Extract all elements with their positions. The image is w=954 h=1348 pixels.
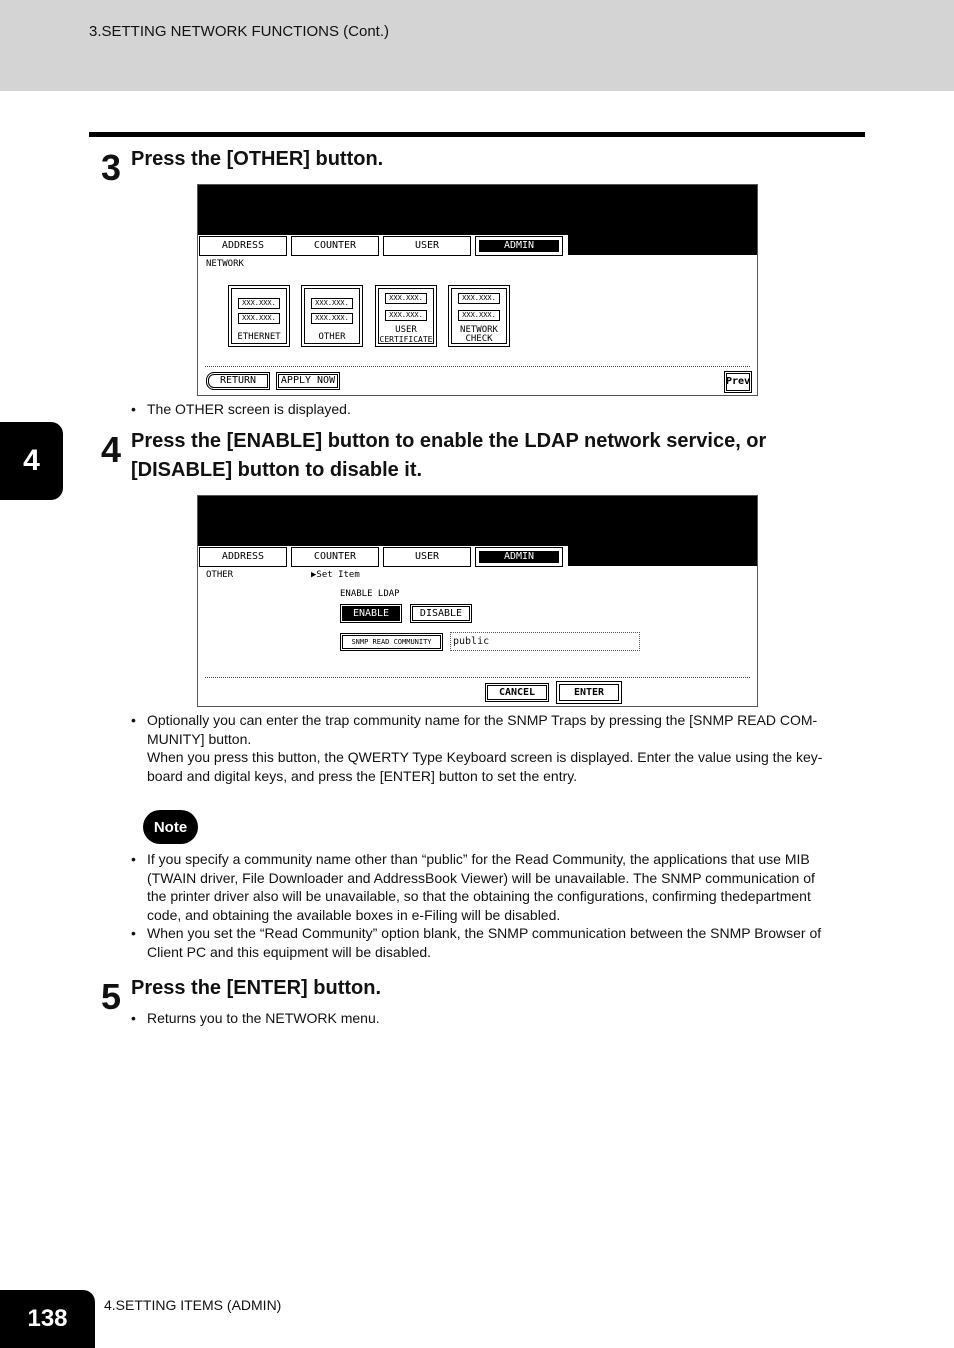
step-title: Press the [ENABLE] button to enable the LDAP network service, or (131, 430, 767, 452)
header-band (0, 0, 954, 91)
step-title-cont: [DISABLE] button to disable it. (131, 459, 423, 481)
note-badge: Note (143, 810, 198, 844)
icon-label: USER (395, 325, 417, 335)
tab-bar (200, 237, 562, 255)
icon-label: OTHER (318, 332, 346, 342)
return-button[interactable]: RETURN (206, 372, 270, 390)
footer-section: 4.SETTING ITEMS (ADMIN) (104, 1297, 282, 1313)
tab-admin[interactable]: ADMIN (476, 548, 562, 566)
bullet-item: • Returns you to the NETWORK menu. (131, 1010, 380, 1026)
snmp-read-community-button[interactable]: SNMP READ COMMUNITY (340, 633, 443, 651)
user-certificate-button[interactable]: XXX.XXX. XXX.XXX. USER CERTIFICATE (375, 285, 437, 347)
screen-section-label: OTHER (206, 570, 234, 580)
tab-counter[interactable]: COUNTER (292, 548, 378, 566)
other-screen (197, 495, 758, 707)
step-title: Press the [ENTER] button. (131, 977, 382, 999)
triangle-right-icon: ▶ (311, 570, 317, 580)
set-item-label: ▶Set Item (311, 570, 360, 580)
step-title: Press the [OTHER] button. (131, 148, 384, 170)
icon-label: NETWORK (460, 325, 498, 335)
tab-address[interactable]: ADDRESS (200, 548, 286, 566)
note-bullet: • When you set the “Read Community” option blank, the SNMP communication between the SNMP Browser of Client PC and this equipment will be disabled. (131, 925, 822, 960)
icon-label: ETHERNET (237, 332, 281, 342)
step-number: 5 (101, 976, 121, 1017)
tab-counter[interactable]: COUNTER (292, 237, 378, 255)
bullet-item: • The OTHER screen is displayed. (131, 401, 351, 417)
tab-admin[interactable]: ADMIN (476, 237, 562, 255)
step-number: 4 (101, 429, 121, 470)
screen-section-label: NETWORK (206, 259, 244, 269)
icon-label: CHECK (465, 334, 493, 344)
enter-button[interactable]: ENTER (556, 681, 622, 704)
enable-button[interactable]: ENABLE (340, 604, 402, 623)
ethernet-button[interactable]: XXX.XXX. XXX.XXX. ETHERNET (228, 285, 290, 347)
network-screen (197, 184, 758, 396)
note-bullet: • If you specify a community name other than “public” for the Read Community, the applications that use MIB (TWAIN driver, File Downloader and AddressBook Viewer) will be unavailable. The SNMP communication of the printer driver also will be unavailable, so that the obtaining the configurations, confirming thedepartment code, and obtaining the available boxes in e-Filing will be disabled. (131, 851, 815, 923)
other-button[interactable]: XXX.XXX. XXX.XXX. OTHER (301, 285, 363, 347)
icon-label: CERTIFICATE (379, 335, 433, 344)
tab-user[interactable]: USER (384, 237, 470, 255)
disable-button[interactable]: DISABLE (410, 604, 472, 623)
apply-now-button[interactable]: APPLY NOW (276, 372, 340, 390)
snmp-community-field[interactable]: public (450, 632, 640, 651)
network-check-button[interactable]: XXX.XXX. XXX.XXX. NETWORK CHECK (448, 285, 510, 347)
tab-bar (200, 548, 562, 566)
section-rule (89, 132, 865, 137)
tab-user[interactable]: USER (384, 548, 470, 566)
step-number: 3 (101, 147, 121, 188)
chapter-tab: 4 (0, 422, 63, 500)
prev-button[interactable]: Prev (724, 371, 752, 393)
bullet-item: • Optionally you can enter the trap community name for the SNMP Traps by pressing the [SNMP READ COM- MUNITY] button. When you press this button, the QWERTY Type Keyboard screen is displayed. Enter the value using the key- board and digital keys, and press the [ENTER] button to set the entry. (131, 712, 823, 784)
running-title: 3.SETTING NETWORK FUNCTIONS (Cont.) (89, 23, 390, 40)
enable-ldap-label: ENABLE LDAP (340, 589, 400, 599)
cancel-button[interactable]: CANCEL (485, 683, 549, 702)
page-number: 138 (0, 1290, 95, 1348)
tab-address[interactable]: ADDRESS (200, 237, 286, 255)
